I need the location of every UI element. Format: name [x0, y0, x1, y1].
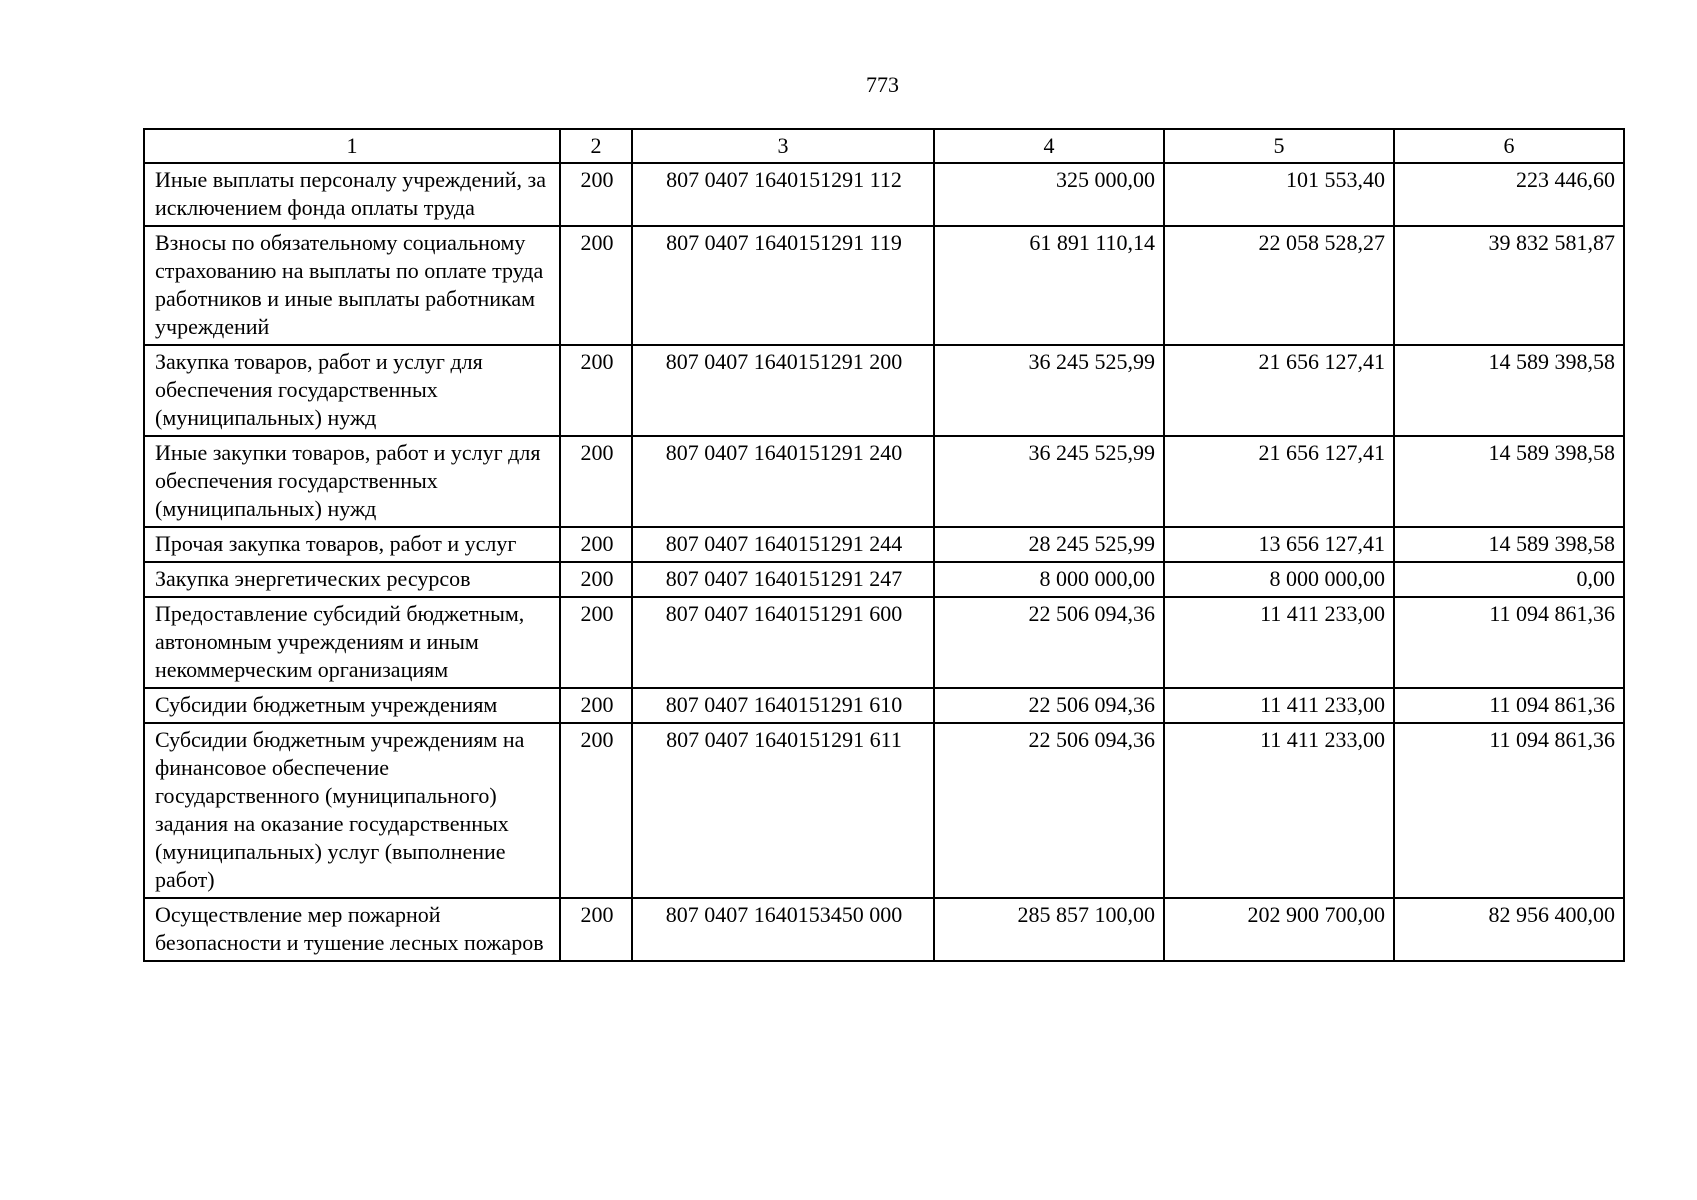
row-col5-value: 11 411 233,00 [1164, 597, 1394, 688]
row-budget-code: 807 0407 1640151291 119 [632, 226, 934, 345]
budget-table [143, 128, 1625, 962]
row-name: Предоставление субсидий бюджетным, автономным учреждениям и иным некоммерческим организациям [144, 597, 560, 688]
row-col5-value: 22 058 528,27 [1164, 226, 1394, 345]
table-row [144, 226, 1624, 345]
row-line-code: 200 [560, 562, 632, 597]
row-col4-value: 28 245 525,99 [934, 527, 1164, 562]
row-budget-code: 807 0407 1640151291 600 [632, 597, 934, 688]
row-line-code: 200 [560, 163, 632, 226]
row-col5-value: 21 656 127,41 [1164, 436, 1394, 527]
table-row [144, 163, 1624, 226]
row-col4-value: 22 506 094,36 [934, 723, 1164, 898]
row-name: Осуществление мер пожарной безопасности и тушение лесных пожаров [144, 898, 560, 961]
row-budget-code: 807 0407 1640153450 000 [632, 898, 934, 961]
row-name: Иные закупки товаров, работ и услуг для обеспечения государственных (муниципальных) нужд [144, 436, 560, 527]
row-col4-value: 61 891 110,14 [934, 226, 1164, 345]
table-row [144, 723, 1624, 898]
row-name: Прочая закупка товаров, работ и услуг [144, 527, 560, 562]
table-row [144, 527, 1624, 562]
row-col4-value: 36 245 525,99 [934, 345, 1164, 436]
page-number: 773 [866, 72, 899, 97]
row-col4-value: 285 857 100,00 [934, 898, 1164, 961]
header-row [144, 129, 1624, 163]
row-col6-value: 223 446,60 [1394, 163, 1624, 226]
row-name: Взносы по обязательному социальному страхованию на выплаты по оплате труда работников и иные выплаты работникам учреждений [144, 226, 560, 345]
header-cell: 6 [1394, 129, 1624, 163]
row-budget-code: 807 0407 1640151291 247 [632, 562, 934, 597]
row-col6-value: 0,00 [1394, 562, 1624, 597]
header-cell: 1 [144, 129, 560, 163]
row-line-code: 200 [560, 898, 632, 961]
table-row [144, 436, 1624, 527]
row-name: Субсидии бюджетным учреждениям [144, 688, 560, 723]
header-cell: 3 [632, 129, 934, 163]
row-line-code: 200 [560, 527, 632, 562]
row-col6-value: 82 956 400,00 [1394, 898, 1624, 961]
table-row [144, 562, 1624, 597]
row-budget-code: 807 0407 1640151291 611 [632, 723, 934, 898]
header-cell: 5 [1164, 129, 1394, 163]
row-col4-value: 325 000,00 [934, 163, 1164, 226]
row-col5-value: 11 411 233,00 [1164, 723, 1394, 898]
row-col6-value: 39 832 581,87 [1394, 226, 1624, 345]
row-col4-value: 36 245 525,99 [934, 436, 1164, 527]
row-line-code: 200 [560, 723, 632, 898]
row-budget-code: 807 0407 1640151291 240 [632, 436, 934, 527]
row-col5-value: 8 000 000,00 [1164, 562, 1394, 597]
row-col5-value: 21 656 127,41 [1164, 345, 1394, 436]
table-row [144, 688, 1624, 723]
row-line-code: 200 [560, 597, 632, 688]
row-col5-value: 101 553,40 [1164, 163, 1394, 226]
row-col5-value: 13 656 127,41 [1164, 527, 1394, 562]
row-col5-value: 202 900 700,00 [1164, 898, 1394, 961]
row-col4-value: 8 000 000,00 [934, 562, 1164, 597]
row-col6-value: 14 589 398,58 [1394, 436, 1624, 527]
row-budget-code: 807 0407 1640151291 610 [632, 688, 934, 723]
table-row [144, 345, 1624, 436]
row-col6-value: 14 589 398,58 [1394, 527, 1624, 562]
row-col5-value: 11 411 233,00 [1164, 688, 1394, 723]
row-name: Закупка энергетических ресурсов [144, 562, 560, 597]
row-col4-value: 22 506 094,36 [934, 688, 1164, 723]
row-name: Закупка товаров, работ и услуг для обеспечения государственных (муниципальных) нужд [144, 345, 560, 436]
row-line-code: 200 [560, 436, 632, 527]
row-budget-code: 807 0407 1640151291 112 [632, 163, 934, 226]
row-line-code: 200 [560, 688, 632, 723]
row-budget-code: 807 0407 1640151291 200 [632, 345, 934, 436]
row-name: Иные выплаты персоналу учреждений, за исключением фонда оплаты труда [144, 163, 560, 226]
header-cell: 4 [934, 129, 1164, 163]
table-row [144, 898, 1624, 961]
row-budget-code: 807 0407 1640151291 244 [632, 527, 934, 562]
table-row [144, 597, 1624, 688]
row-col6-value: 11 094 861,36 [1394, 723, 1624, 898]
row-col6-value: 11 094 861,36 [1394, 597, 1624, 688]
row-line-code: 200 [560, 345, 632, 436]
row-name: Субсидии бюджетным учреждениям на финансовое обеспечение государственного (муниципального) задания на оказание государственных (муниципальных) услуг (выполнение работ) [144, 723, 560, 898]
row-line-code: 200 [560, 226, 632, 345]
row-col6-value: 11 094 861,36 [1394, 688, 1624, 723]
row-col4-value: 22 506 094,36 [934, 597, 1164, 688]
row-col6-value: 14 589 398,58 [1394, 345, 1624, 436]
header-cell: 2 [560, 129, 632, 163]
